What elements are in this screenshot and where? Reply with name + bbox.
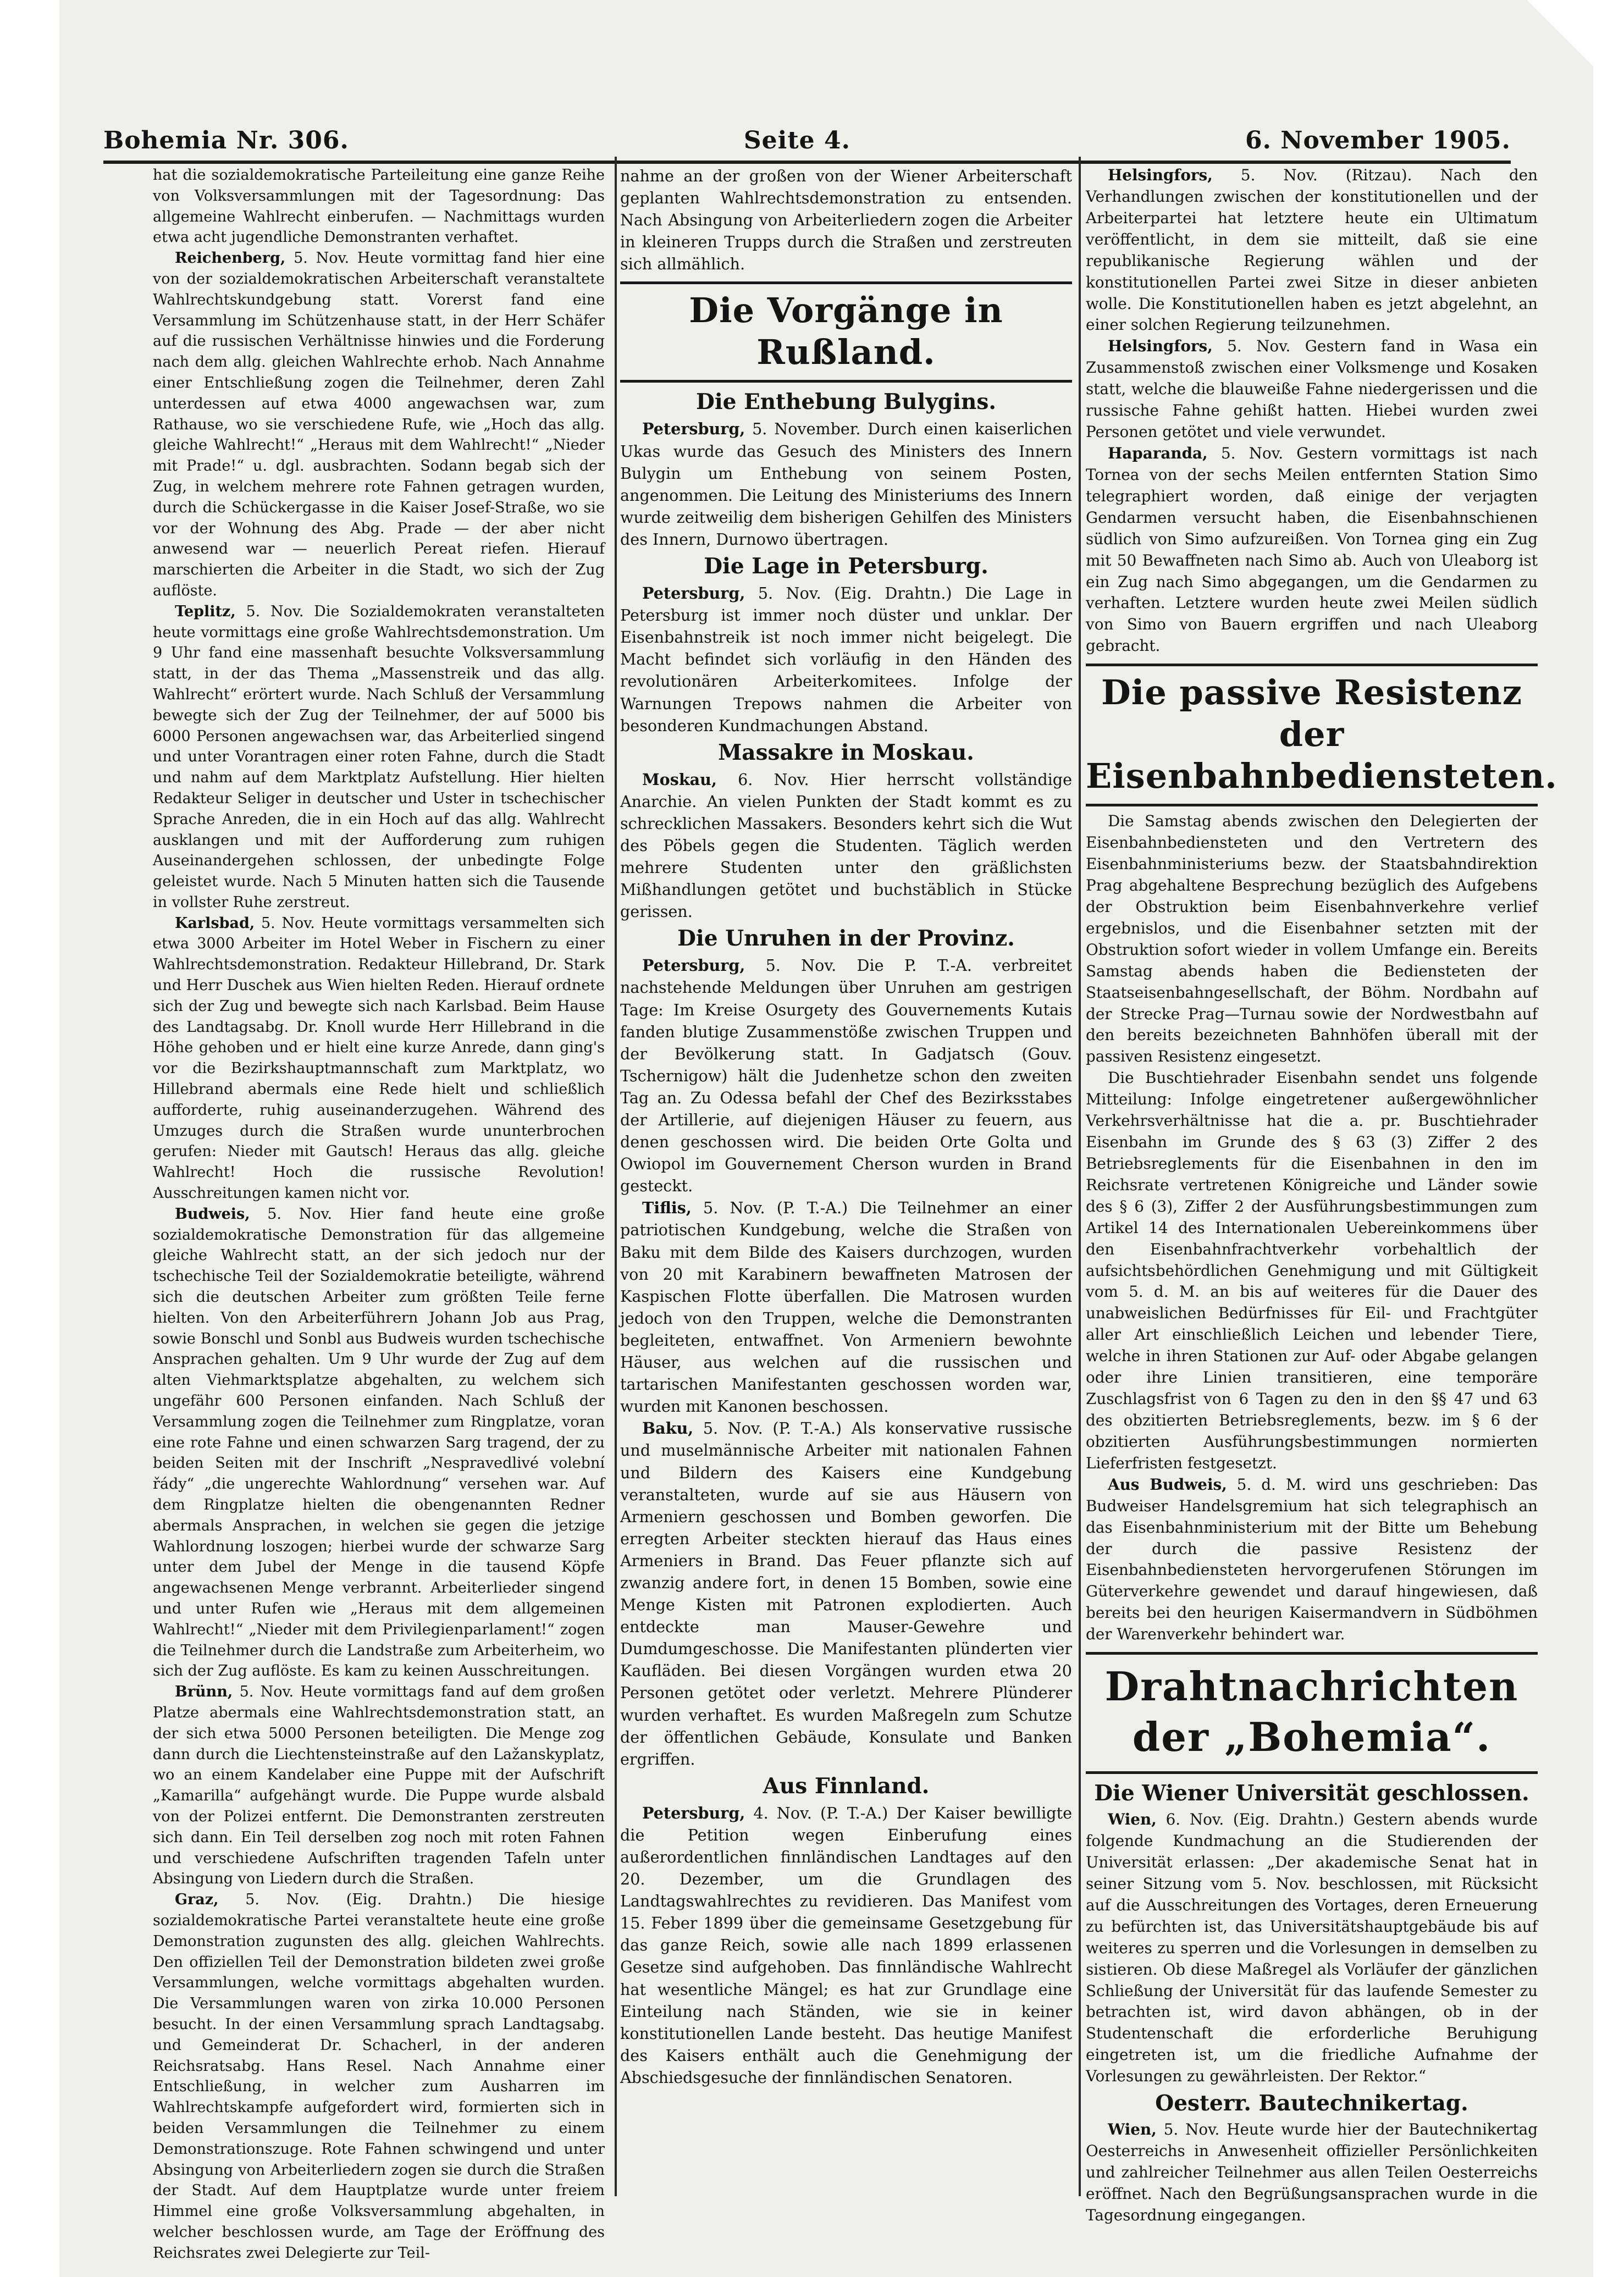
news-item: Helsingfors, 5. Nov. (Ritzau). Nach den Verhandlungen zwischen der konstitutionellen und der Arbeiterpartei hat letztere heute ein Ultimatum veröffentlicht, in dem sie mitteilt, daß sie eine republikanische Regierung wählen und der konstitutionellen Partei zwei Sitze in dieser anbieten wolle. Die Konstitutionellen haben es jetzt abgelehnt, an einer solchen Regierung teilzunehmen.	[1086, 166, 1538, 334]
telegram-banner: Drahtnachrichten der „Bohemia“.	[1104, 1663, 1519, 1761]
news-item: Baku, 5. Nov. (P. T.-A.) Als konservative russische und muselmännische Arbeiter mit nationalen Fahnen und Bildern des Kaisers eine Kundgebung veranstalteten, wurde auf sie aus Häusern von Armeniern geschossen und Bomben geworfen. Die erregten Arbeiter steckten hierauf das Haus eines Armeniers in Brand. Das Feuer pflanzte sich auf zwanzig andere fort, in denen 15 Bomben, sowie eine Menge Kisten mit Patronen explodierten. Auch entdeckte man Mauser-Gewehre und Dumdumgeschosse. Die Manifestanten plünderten vier Kaufläden. Bei diesen Vorgängen wurden etwa 20 Personen getötet oder verletzt. Mehrere Plünderer wurden verhaftet. Es wurden Maßregeln zum Schutze der öffentlichen Gebäude, Konsulate und Banken ergriffen.	[620, 1419, 1072, 1768]
dateline: Brünn,	[175, 1683, 233, 1701]
header-rule	[103, 161, 1511, 164]
news-item: Moskau, 6. Nov. Hier herrscht vollständige Anarchie. An vielen Punkten der Stadt kommt es zu schrecklichen Massakers. Besonders kehrt sich die Wut des Pöbels gegen die Studenten. Täglich werden mehrere Studenten unter den gräßlichsten Mißhandlungen getötet und buchstäblich in Stücke gerissen.	[620, 770, 1072, 921]
section-headline-box	[620, 281, 1072, 383]
section-headline-box	[1086, 664, 1557, 806]
subheadline: Die Wiener Universität geschlossen.	[1094, 1781, 1529, 1806]
subheadline: Die Lage in Petersburg.	[704, 554, 988, 579]
column-1	[153, 165, 605, 2263]
section-headline: Die Vorgänge in Rußland.	[689, 290, 1003, 373]
dateline: Karlsbad,	[175, 914, 255, 932]
dateline: Petersburg,	[642, 419, 745, 439]
news-item: Tiflis, 5. Nov. (P. T.-A.) Die Teilnehmer an einer patriotischen Kundgebung, welche die Straßen von Baku mit dem Bilde des Kaisers durchzogen, wurden von 20 mit Karabinern bewaffneten Matrosen der Kaspischen Flotte überfallen. Die Matrosen wurden jedoch von den Truppen, welche die Demonstranten begleiteten, entwaffnet. Von Armeniern bewohnte Häuser, aus welchen auf die russischen und tartarischen Manifestanten geschossen worden war, wurden mit Kanonen beschossen.	[620, 1198, 1072, 1416]
news-item: Brünn, 5. Nov. Heute vormittags fand auf dem großen Platze abermals eine Wahlrechtsdemonstration statt, an der sich etwa 5000 Personen beteiligten. Die Menge zog dann durch die Liechtensteinstraße auf den Lažanskyplatz, wo an einem Kandelaber eine Puppe mit der Aufschrift „Kamarilla“ aufgehängt wurde. Die Puppe wurde alsbald von der Polizei entfernt. Die Demonstranten zerstreuten sich dann. Ein Teil derselben zog noch mit roten Fahnen und verschiedene Aufschriften tragenden Tafeln unter Absingung von Liedern durch die Straßen.	[153, 1683, 605, 1888]
banner-box	[1086, 1652, 1538, 1774]
paragraph: Die Buschtiehrader Eisenbahn sendet uns folgende Mitteilung: Infolge eingetretener außergewöhnlicher Verkehrsverhältnisse hat die a. pr. Buschtiehrader Eisenbahn im Grunde des § 63 (3) Ziffer 2 des Betriebsreglements für die Eisenbahnen in den im Reichsrate vertretenen Königreiche und Länder sowie des § 6 (3), Ziffer 2 der Ausführungsbestimmungen zum Artikel 14 des Internationalen Uebereinkommens über den Eisenbahnfrachtverkehr vorbehaltlich der aufsichtsbehördlichen Genehmigung und mit Gültigkeit vom 5. d. M. an bis auf weiteres für die Dauer des unabweislichen Bedürfnisses für Eil- und Frachtgüter aller Art einschließlich Leichen und lebender Tiere, welche in ihren Stationen zur Auf- oder Abgabe gelangen oder ihre Linien transitieren, eine temporäre Zuschlagsfrist von 6 Tagen zu den in den §§ 47 und 63 des obzitierten Betriebsreglements, bezw. im § 6 der obzitierten Ausführungsbestimmungen normierten Lieferfristen festgesetzt.	[1086, 1069, 1538, 1472]
news-item: Wien, 6. Nov. (Eig. Drahtn.) Gestern abends wurde folgende Kundmachung an die Studierenden der Universität erlassen: „Der akademische Senat hat in seiner Sitzung vom 5. Nov. beschlossen, mit Rücksicht auf die Ausschreitungen des Vortages, deren Erneuerung zu befürchten ist, das Universitätshauptgebäude bis auf weiteres zu sperren und die Vorlesungen in demselben zu sistieren. Ob diese Maßregel als Vorläufer der gänzlichen Schließung der Universität für das laufende Semester zu betrachten ist, wird davon abhängen, ob in der Studentenschaft die erforderliche Beruhigung eingetreten ist, um die friedliche Aufnahme der Vorlesungen zu gewährleisten. Der Rektor.“	[1086, 1810, 1538, 2086]
news-item: Wien, 5. Nov. Heute wurde hier der Bautechnikertag Oesterreichs in Anwesenheit offizieller Persönlichkeiten und zahlreicher Teilnehmer aus allen Teilen Oesterreichs eröffnet. Nach den Begrüßungsansprachen wurde in die Tagesordnung eingegangen.	[1086, 2120, 1538, 2224]
news-item: Helsingfors, 5. Nov. Gestern fand in Wasa ein Zusammenstoß zwischen einer Volksmenge und Kosaken statt, welche die blauweiße Fahne niedergerissen und die russische Fahne gehißt hatten. Hiebei wurden zwei Personen getötet und viele verwundet.	[1086, 337, 1538, 441]
news-item: Petersburg, 4. Nov. (P. T.-A.) Der Kaiser bewilligte die Petition wegen Einberufung eines außerordentlichen finnländischen Landtages auf den 20. Dezember, um die Grundlagen des Landtagswahlrechtes zu revidieren. Das Manifest vom 15. Feber 1899 über die gemeinsame Gesetzgebung für das ganze Reich, sowie alle nach 1899 erlassenen Gesetze sind aufgehoben. Das finnländische Wahlrecht hat wesentliche Mängel; es hat zur Grundlage eine Einteilung nach Ständen, wie sie in keiner konstitutionellen Lande besteht. Das heutige Manifest des Kaisers enthält auch die Genehmigung der Abschiedsgesuche der finnländischen Senatoren.	[620, 1803, 1072, 2087]
column-divider-2	[1079, 157, 1081, 2196]
page-number: Seite 4.	[743, 126, 850, 154]
subheadline: Die Unruhen in der Provinz.	[677, 926, 1015, 952]
news-item: Petersburg, 5. Nov. Die P. T.-A. verbreitet nachstehende Meldungen über Unruhen am gestrigen Tage: Im Kreise Osurgety des Gouvernements Kutais fanden blutige Zusammenstöße zwischen Truppen und der Bevölkerung statt. In Gadjatsch (Gouv. Tschernigow) hält die Judenhetze schon den zweiten Tag an. Zu Odessa befahl der Chef des Bezirksstabes der Artillerie, auf diejenigen Häuser zu feuern, aus denen geschossen wird. Die beiden Orte Golta und Owiopol im Gouvernement Cherson wurden in Brand gesteckt.	[620, 956, 1072, 1196]
dateline: Moskau,	[642, 770, 717, 789]
dateline: Reichenberg,	[175, 250, 286, 267]
news-item: Aus Budweis, 5. d. M. wird uns geschrieben: Das Budweiser Handelsgremium hat sich telegraphisch an das Eisenbahnministerium mit der Bitte um Behebung der durch die passive Resistenz der Eisenbahnbediensteten hervorgerufenen Störungen im Güterverkehre gewendet und darauf hingewiesen, daß bereits bei den heurigen Kaisermandvern in Südböhmen der Warenverkehr behindert war.	[1086, 1475, 1538, 1644]
subheadline: Die Enthebung Bulygins.	[696, 389, 996, 415]
dateline: Haparanda,	[1108, 444, 1208, 462]
news-item: Karlsbad, 5. Nov. Heute vormittags versammelten sich etwa 3000 Arbeiter im Hotel Weber in Fischern zu einer Wahlrechtsdemonstration. Redakteur Hillebrand, Dr. Stark und Herr Duschek aus Wien hielten Reden. Hierauf ordnete sich der Zug und bewegte sich nach Karlsbad. Beim Hause des Landtagsabg. Dr. Knoll wurde Herr Hillebrand in die Höhe gehoben und er hielt eine kurze Anrede, dann ging's vor die Bezirkshauptmannschaft zum Marktplatz, wo Hillebrand abermals eine Rede hielt und schließlich aufforderte, ruhig auseinanderzugehen. Während des Umzuges durch die Straßen wurde ununterbrochen gerufen: Nieder mit Gautsch! Heraus das allg. gleiche Wahlrecht! Hoch die russische Revolution! Ausschreitungen kamen nicht vor.	[153, 914, 605, 1202]
dateline: Helsingfors,	[1108, 337, 1213, 356]
dateline: Petersburg,	[642, 956, 745, 975]
subheadline: Massakre in Moskau.	[718, 739, 974, 765]
news-item: Haparanda, 5. Nov. Gestern vormittags ist nach Tornea von der sechs Meilen entfernten Station Simo telegraphiert worden, daß einige der verjagten Gendarmen versucht haben, die Eisenbahnschienen südlich von Simo aufzureißen. Von Tornea ging ein Zug mit 50 Bewaffneten nach Simo ab. Auch von Uleaborg ist ein Zug nach Simo abgegangen, um die Gendarmen zu verhaften. Letztere wurden heute zwei Meilen südlich von Simo von Bauern ergriffen und nach Uleaborg gebracht.	[1086, 444, 1538, 655]
dateline: Petersburg,	[642, 584, 745, 603]
dateline: Graz,	[175, 1891, 219, 1909]
news-item: Reichenberg, 5. Nov. Heute vormittag fand hier eine von der sozialdemokratischen Arbeiterschaft veranstaltete Wahlrechtskundgebung statt. Vorerst fand eine Versammlung im Schützenhause statt, in der Herr Schäfer auf die russischen Verhältnisse hinwies und die Forderung nach dem allg. gleichen Wahlrechte erhob. Nach Annahme einer Entschließung zogen die Teilnehmer, deren Zahl unterdessen auf etwa 4000 angewachsen war, zum Rathause, wo sie verschiedene Rufe, wie „Hoch das allg. gleiche Wahlrecht!“ „Heraus mit dem Wahlrecht!“ „Nieder mit Prade!“ u. dgl. ausbrachten. Sodann begab sich der Zug, in welchem mehrere rote Fahnen getragen wurden, durch die Schückergasse in die Kaiser Josef-Straße, wo sie vor der Wohnung des Abg. Prade — der aber nicht anwesend war — neuerlich Pereat riefen. Hierauf marschierten die Arbeiter in die Stadt, wo sich der Zug auflöste.	[153, 250, 605, 599]
column-2	[620, 165, 1072, 2088]
dateline: Baku,	[642, 1419, 694, 1438]
dateline: Budweis,	[175, 1205, 250, 1223]
paragraph: Die Samstag abends zwischen den Delegierten der Eisenbahnbediensteten und den Vertretern des Eisenbahnministeriums bezw. der Staatsbahndirektion Prag abgehaltene Besprechung bezüglich des Aufgebens der Obstruktion beim Eisenbahnverkehre verlief ergebnislos, und die Eisenbahner setzten mit der Obstruktion sofort wieder in vollem Umfange ein. Bereits Samstag abends haben die Bediensteten der Staatseisenbahngesellschaft, der Böhm. Nordbahn auf der Strecke Prag—Turnau sowie der Nordwestbahn auf den bereits bezeichneten Bahnhöfen überall mit der passiven Resistenz eingesetzt.	[1086, 812, 1538, 1066]
column-3	[1086, 165, 1557, 2226]
subheadline: Aus Finnland.	[763, 1773, 930, 1799]
dateline: Helsingfors,	[1108, 166, 1213, 184]
section-headline: Die passive Resistenz der Eisenbahnbediensteten.	[1086, 672, 1557, 797]
column-divider-1	[615, 157, 617, 2196]
dateline: Teplitz,	[175, 603, 236, 620]
news-item: Petersburg, 5. Nov. (Eig. Drahtn.) Die Lage in Petersburg ist immer noch düster und unklar. Der Eisenbahnstreik ist noch immer nicht beigelegt. Die Macht befindet sich vorläufig in den Händen des revolutionären Arbeiterkomitees. Infolge der Warnungen Trepows nahmen die Arbeiter von besonderen Kundmachungen Abstand.	[620, 584, 1072, 735]
news-item: Teplitz, 5. Nov. Die Sozialdemokraten veranstalteten heute vormittags eine große Wahlrechtsdemonstration. Um 9 Uhr fand eine massenhaft besuchte Volksversammlung statt, in der das Thema „Massenstreik und das allg. Wahlrecht“ erörtert wurde. Nach Schluß der Versammlung bewegte sich der Zug der Teilnehmer, der auf 5000 bis 6000 Personen angewachsen war, das Arbeiterlied singend und unter Vorantragen einer roten Fahne, durch die Stadt und nahm auf dem Marktplatz Aufstellung. Hier hielten Redakteur Seliger in deutscher und Uster in tschechischer Sprache Anreden, die in ein Hoch auf das allg. Wahlrecht ausklangen und mit der Aufforderung zum ruhigen Auseinandergehen schlossen, der unbedingte Folge geleistet wurde. Nach 5 Minuten hatten sich die Tausende in vollster Ruhe zerstreut.	[153, 603, 605, 911]
paragraph: hat die sozialdemokratische Parteileitung eine ganze Reihe von Volksversammlungen mit der Tagesordnung: Das allgemeine Wahlrecht einberufen. — Nachmittags wurden etwa acht jugendliche Demonstranten verhaftet.	[153, 167, 605, 246]
page-header	[103, 124, 1511, 157]
news-item: Petersburg, 5. November. Durch einen kaiserlichen Ukas wurde das Gesuch des Ministers des Innern Bulygin um Enthebung von seinem Posten, angenommen. Die Leitung des Ministeriums des Innern wurde zeitweilig dem bisherigen Gehilfen des Ministers des Innern, Durnowo übertragen.	[620, 419, 1072, 549]
paragraph: nahme an der großen von der Wiener Arbeiterschaft geplanten Wahlrechtsdemonstration zu entsenden. Nach Absingung von Arbeiterliedern zogen die Arbeiter in kleineren Trupps durch die Straßen und zerstreuten sich allmählich.	[620, 167, 1072, 274]
dateline: Wien,	[1108, 2120, 1157, 2139]
dateline: Wien,	[1108, 1810, 1157, 1829]
paper-issue: Bohemia Nr. 306.	[103, 126, 349, 154]
news-item: Graz, 5. Nov. (Eig. Drahtn.) Die hiesige sozialdemokratische Partei veranstaltete heute eine große Demonstration zugunsten des allg. gleichen Wahlrechts. Den offiziellen Teil der Demonstration bildeten zwei große Versammlungen, welche vormittags abgehalten wurden. Die Versammlungen waren von zirka 10.000 Personen besucht. In der einen Versammlung sprach Landtagsabg. und Gemeinderat Dr. Schacherl, in der anderen Reichsratsabg. Hans Resel. Nach Annahme einer Entschließung, in welcher zum Ausharren im Wahlrechtskampfe aufgefordert wird, formierten sich in beiden Versammlungen die Teilnehmer zu einem Demonstrationszuge. Rote Fahnen schwingend und unter Absingung von Arbeiterliedern zogen sie durch die Straßen der Stadt. Auf dem Hauptplatze wurde unter freiem Himmel eine große Volksversammlung abgehalten, in welcher beschlossen wurde, am Tage der Eröffnung des Reichsrates zwei Delegierte zur Teil-	[153, 1891, 605, 2262]
folded-corner	[1527, 0, 1593, 66]
dateline: Petersburg,	[642, 1803, 745, 1822]
dateline: Tiflis,	[642, 1198, 692, 1218]
news-item: Budweis, 5. Nov. Hier fand heute eine große sozialdemokratische Demonstration für das allgemeine gleiche Wahlrecht statt, an der sich jedoch nur der tschechische Teil der Sozialdemokratie beteiligte, während sich die deutschen Arbeiter zum größten Teile ferne hielten. Von den Arbeiterführern Johann Job aus Prag, sowie Bonschl und Sonbl aus Budweis wurden tschechische Ansprachen gehalten. Um 9 Uhr wurde der Zug auf dem alten Viehmarktsplatze abgehalten, zu welchem sich ungefähr 600 Personen einfanden. Nach Schluß der Versammlung zogen die Teilnehmer zum Ringplatze, voran eine rote Fahne und einen schwarzen Sarg tragend, der zu beiden Seiten mit der Inschrift „Nespravedlivé volební řády“ „die ungerechte Wahlordnung“ versehen war. Auf dem Ringplatze hielten die obengenannten Redner abermals Ansprachen, in welchen sie gegen die jetzige Wahlordnung loszogen; hierbei wurde der schwarze Sarg unter dem Jubel der Menge in die tausend Köpfe angewachsenen Menge verbrannt. Arbeiterlieder singend und unter Rufen wie „Heraus mit dem allgemeinen Wahlrecht!“ „Nieder mit dem Privilegienparlament!“ zogen die Teilnehmer durch die Landstraße zum Arbeiterheim, wo sich der Zug auflöste. Es kam zu keinen Ausschreitungen.	[153, 1205, 605, 1680]
issue-date: 6. November 1905.	[1245, 126, 1511, 154]
dateline: Aus Budweis,	[1108, 1475, 1227, 1494]
subheadline: Oesterr. Bautechnikertag.	[1155, 2091, 1468, 2116]
